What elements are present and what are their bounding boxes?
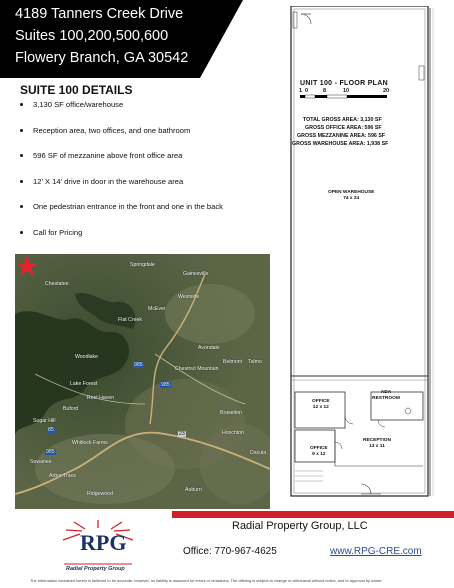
logo-tagline: Radial Property Group xyxy=(66,566,125,572)
list-item: 3,130 SF office/warehouse xyxy=(20,100,260,109)
bullet-icon xyxy=(20,103,23,106)
room-warehouse: OPEN WAREHOUSE 74 x 24 xyxy=(328,190,375,201)
map-label-chestatee: Chestatee xyxy=(45,281,69,287)
map-label-sugar-hill: Sugar Hill xyxy=(33,418,56,424)
gross-warehouse-area: GROSS WAREHOUSE AREA: 1,938 SF xyxy=(292,141,389,147)
map-label-avondale: Avondale xyxy=(198,345,220,351)
bullet-icon xyxy=(20,180,23,183)
list-item: One pedestrian entrance in the front and one in the back xyxy=(20,202,260,211)
suite-details-title: SUITE 100 DETAILS xyxy=(20,83,133,97)
address-line-city: Flowery Branch, GA 30542 xyxy=(15,50,189,66)
scale-label: 8 xyxy=(323,88,327,94)
gross-mezzanine-area: GROSS MEZZANINE AREA: 596 SF xyxy=(297,133,386,139)
disclaimer-text: The information contained herein is believed to be accurate; however, no liability is assumed for errors or omissions. The offering is subject to change or withdrawal without notice, and to approval by owner. xyxy=(30,578,383,583)
location-map xyxy=(15,254,270,509)
interstate-shield-icon: 985 xyxy=(134,362,143,368)
scale-label: 1 xyxy=(299,88,303,94)
address-line-street: 4189 Tanners Creek Drive xyxy=(15,6,184,22)
map-label-buford: Buford xyxy=(63,406,79,412)
map-label-woodlake: Woodlake xyxy=(75,354,98,360)
room-reception: RECEPTION 13 x 11 xyxy=(363,438,391,449)
map-label-ridgewood: Ridgewood xyxy=(87,491,113,497)
map-label-lake-forest: Lake Forest xyxy=(70,381,98,387)
company-name: Radial Property Group, LLC xyxy=(232,520,368,532)
room-ada-restroom: ADA RESTROOM xyxy=(372,390,400,401)
room-office-1: OFFICE 12 x 12 xyxy=(312,399,330,410)
map-label-chestnut-mountain: Chestnut Mountain xyxy=(175,366,219,372)
map-label-westside: Westside xyxy=(178,294,200,300)
list-item: Reception area, two offices, and one bathroom xyxy=(20,126,260,135)
bullet-icon xyxy=(20,129,23,132)
map-terrain xyxy=(15,254,270,509)
floor-plan-title: UNIT 100 - FLOOR PLAN xyxy=(300,80,388,87)
map-label-braselton: Braselton xyxy=(220,410,242,416)
map-label-talmo: Talmo xyxy=(248,359,262,365)
map-label-suwanee: Suwanee xyxy=(30,459,52,465)
gross-office-area: GROSS OFFICE AREA: 596 SF xyxy=(305,125,382,131)
map-label-whitlock-farms: Whitlock Farms xyxy=(72,440,108,446)
total-gross-area: TOTAL GROSS AREA: 3,130 SF xyxy=(303,117,382,123)
office-phone: Office: 770-967-4625 xyxy=(183,546,277,557)
map-label-mcever: McEver xyxy=(148,306,166,312)
map-label-rest-haven: Rest Haven xyxy=(87,395,115,401)
map-label-flat-creek: Flat Creek xyxy=(118,317,142,323)
map-label-auburn: Auburn xyxy=(185,487,202,493)
scale-label: 10 xyxy=(343,88,350,94)
bullet-icon xyxy=(20,154,23,157)
room-office-2: OFFICE 9 x 12 xyxy=(310,446,328,457)
bullet-icon xyxy=(20,231,23,234)
map-label-arbor-trace: Arbor Trace xyxy=(49,473,77,479)
address-line-suites: Suites 100,200,500,600 xyxy=(15,28,169,44)
rpg-logo xyxy=(58,520,138,575)
scale-label: 0 xyxy=(305,88,309,94)
location-star-icon xyxy=(15,254,39,278)
logo-letters: RPG xyxy=(80,530,127,555)
interstate-shield-icon: 985 xyxy=(46,449,55,455)
us-route-shield-icon: 23 xyxy=(179,431,185,437)
map-label-dacula: Dacula xyxy=(250,450,267,456)
list-item: 596 SF of mezzanine above front office area xyxy=(20,151,260,160)
map-label-belmont: Belmont xyxy=(223,359,243,365)
interstate-shield-icon: 85 xyxy=(48,427,54,433)
interstate-shield-icon: 985 xyxy=(161,382,170,388)
list-item: 12' X 14' drive in door in the warehouse area xyxy=(20,177,260,186)
list-item: Call for Pricing xyxy=(20,228,260,237)
website-link[interactable]: www.RPG-CRE.com xyxy=(330,546,422,557)
footer-accent-bar xyxy=(172,511,454,518)
header-banner xyxy=(0,0,268,78)
map-label-springdale: Springdale xyxy=(130,262,155,268)
bullet-icon xyxy=(20,205,23,208)
map-label-hoschton: Hoschton xyxy=(222,430,244,436)
map-label-gainesville: Gainesville xyxy=(183,271,209,277)
scale-label: 20 xyxy=(383,88,390,94)
suite-details-list xyxy=(20,100,260,254)
